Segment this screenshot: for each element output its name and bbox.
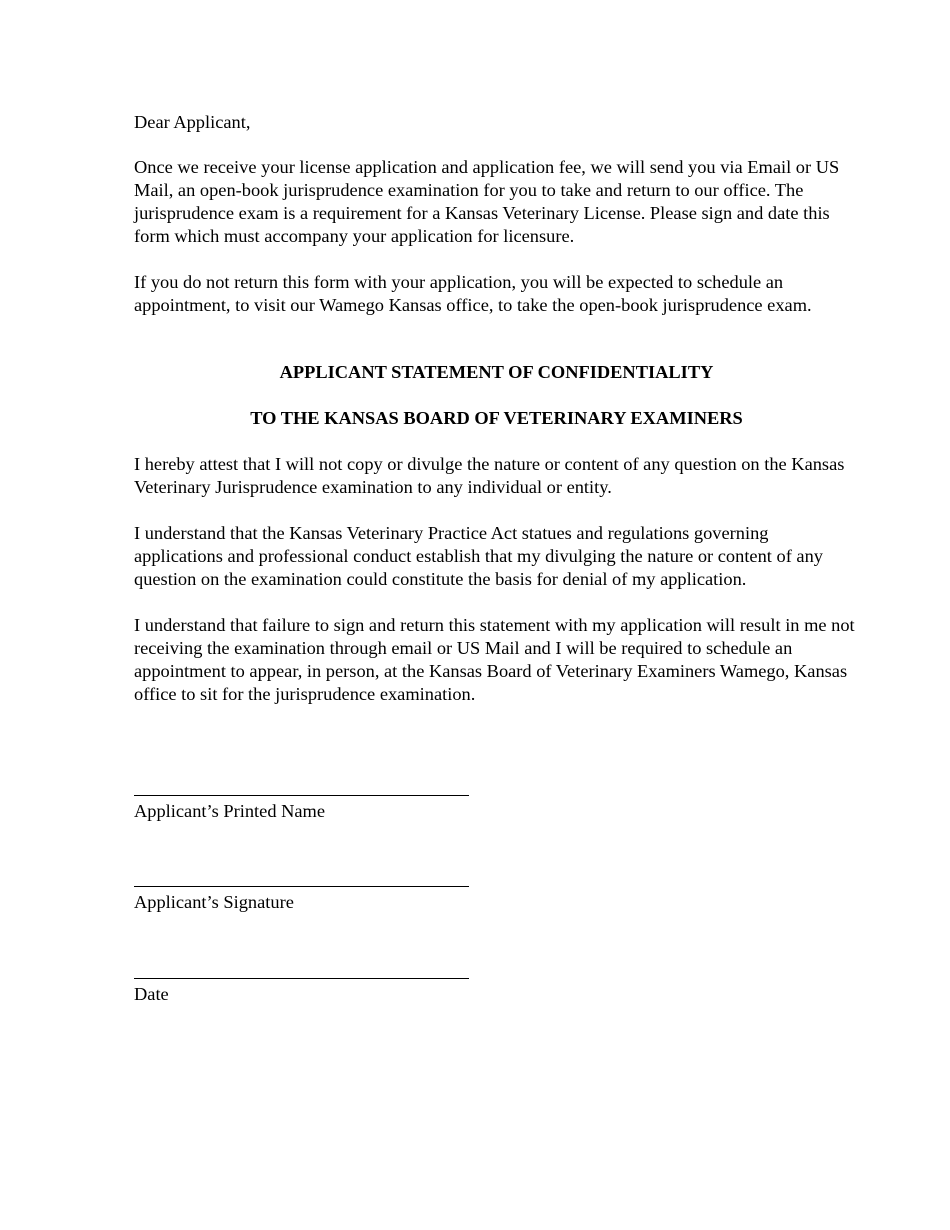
statement-paragraph-1: I hereby attest that I will not copy or divulge the nature or content of any question on the Kansas Veterinary Jurisprudence examination to any individual or entity. [134, 454, 845, 497]
printed-name-line[interactable] [134, 795, 469, 796]
date-field [134, 961, 469, 1006]
statement-heading-2: TO THE KANSAS BOARD OF VETERINARY EXAMINERS [250, 408, 743, 428]
statement-heading-1: APPLICANT STATEMENT OF CONFIDENTIALITY [279, 362, 714, 382]
statement-paragraph-3: I understand that failure to sign and return this statement with my application will result in me not receiving the examination through email or US Mail and I will be required to schedule an appointment to appear, in person, at the Kansas Board of Veterinary Examiners Wamego, Kansas office to sit for the jurisprudence examination. [134, 615, 855, 704]
signature-label: Applicant’s Signature [134, 892, 294, 912]
document-body [134, 111, 874, 729]
signature-field [134, 869, 469, 914]
salutation: Dear Applicant, [134, 112, 251, 132]
printed-name-field [134, 778, 469, 823]
intro-paragraph-1: Once we receive your license application and application fee, we will send you via Email or US Mail, an open-book jurisprudence examination for you to take and return to our office. The jurisprudence exam is a requirement for a Kansas Veterinary License. Please sign and date this form which must accompany your application for licensure. [134, 157, 840, 246]
statement-paragraph-2: I understand that the Kansas Veterinary Practice Act statues and regulations governing applications and professional conduct establish that my divulging the nature or content of any question on the examination could constitute the basis for denial of my application. [134, 523, 823, 589]
signature-line[interactable] [134, 886, 469, 887]
intro-paragraph-2: If you do not return this form with your application, you will be expected to schedule an appointment, to visit our Wamego Kansas office, to take the open-book jurisprudence exam. [134, 272, 812, 315]
printed-name-label: Applicant’s Printed Name [134, 801, 326, 821]
date-line[interactable] [134, 978, 469, 979]
date-label: Date [134, 984, 169, 1004]
